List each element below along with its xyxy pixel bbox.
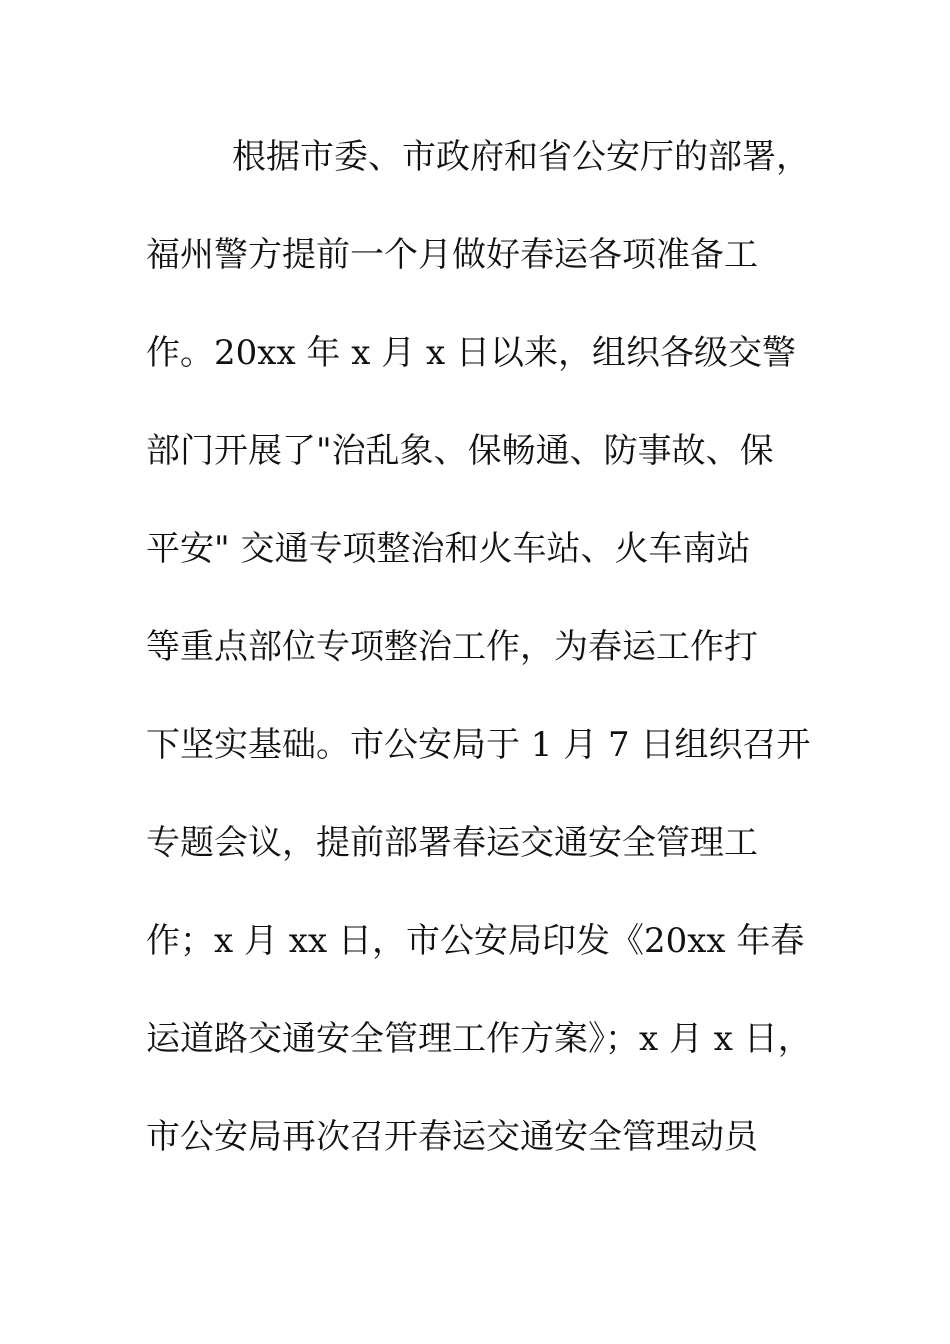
paragraph-line-2: 福州警方提前一个月做好春运各项准备工 [146,235,758,275]
paragraph-line-7: 下坚实基础。市公安局于 1 月 7 日组织召开 [146,725,811,765]
paragraph-line-8: 专题会议，提前部署春运交通安全管理工 [146,823,758,863]
paragraph-line-9: 作；x 月 xx 日，市公安局印发《20xx 年春 [146,921,805,961]
paragraph-line-6: 等重点部位专项整治工作，为春运工作打 [146,627,758,667]
paragraph-line-3: 作。20xx 年 x 月 x 日以来，组织各级交警 [146,333,796,373]
paragraph-line-1: 根据市委、市政府和省公安厅的部署， [232,137,810,177]
paragraph-line-10: 运道路交通安全管理工作方案》；x 月 x 日， [146,1019,812,1059]
paragraph-line-11: 市公安局再次召开春运交通安全管理动员 [146,1117,758,1157]
paragraph-line-5: 平安" 交通专项整治和火车站、火车南站 [146,529,751,569]
paragraph-line-4: 部门开展了"治乱象、保畅通、防事故、保 [146,431,774,471]
